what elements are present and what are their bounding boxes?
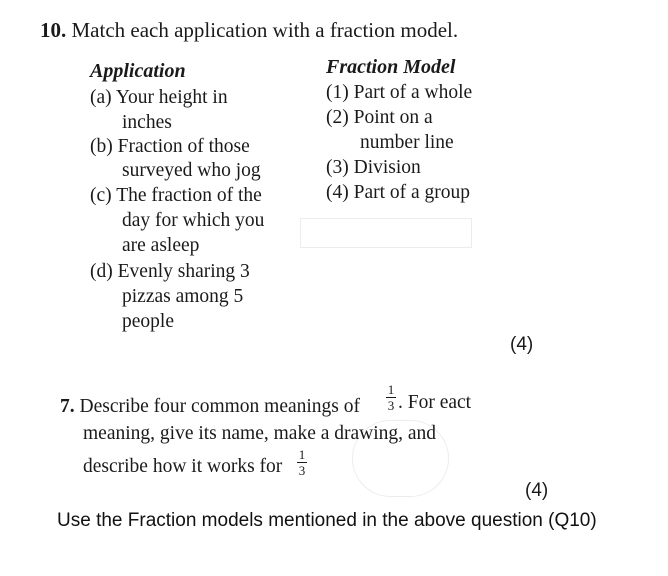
application-item-d-cont1: pizzas among 5 [122,286,244,307]
model-text: Point on a [353,107,433,128]
application-label: (c) [90,185,112,206]
model-item-2-cont: number line [360,132,454,153]
application-item-b-cont: surveyed who jog [122,160,261,181]
application-item-a-cont: inches [122,112,172,133]
fraction-numerator: 1 [298,447,306,462]
application-heading: Application [90,60,186,82]
application-item-a [90,85,228,110]
fraction-denominator: 3 [387,398,395,413]
application-item-d [90,259,250,284]
fraction-model-heading: Fraction Model [326,56,456,78]
model-label: (2) [326,107,349,128]
q7-line3: describe how it works for [83,456,283,477]
model-item-2 [326,105,433,130]
application-label: (d) [90,261,113,282]
application-item-c [90,183,262,208]
bleed-through-box [300,218,472,248]
application-label: (b) [90,136,113,157]
model-text: Part of a whole [353,82,473,103]
application-item-b [90,134,250,159]
application-item-c-cont1: day for which you [122,210,265,231]
q10-prompt [40,18,458,43]
fraction-denominator: 3 [298,463,306,478]
model-label: (3) [326,157,349,178]
model-item-4 [326,180,470,205]
application-label: (a) [90,87,112,108]
application-text: Your height in [115,87,228,108]
q10-prompt-text: Match each application with a fraction model. [71,18,459,42]
application-text: Evenly sharing 3 [117,261,250,282]
q7-marks: (4) [525,480,549,501]
q7-line1-end: . For eact [398,392,472,413]
application-text: Fraction of those [117,136,250,157]
model-label: (4) [326,182,349,203]
fraction-one-third-2 [297,448,307,477]
q7-text: Describe four common meanings of [79,396,361,417]
q10-number: 10. [40,18,67,42]
model-item-3 [326,155,421,180]
footer-instruction: Use the Fraction models mentioned in the above question (Q10) [57,510,597,531]
model-text: Division [353,157,421,178]
application-item-d-cont2: people [122,311,174,332]
q7-number: 7. [60,396,75,417]
model-text: Part of a group [353,182,471,203]
fraction-numerator: 1 [387,382,395,397]
application-text: The fraction of the [116,185,262,206]
model-item-1 [326,80,472,105]
fraction-one-third [386,383,396,412]
model-label: (1) [326,82,349,103]
q7-line1-start [60,396,360,418]
application-item-c-cont2: are asleep [122,235,200,256]
q7-line2: meaning, give its name, make a drawing, and [83,423,437,444]
q10-marks: (4) [510,334,534,355]
